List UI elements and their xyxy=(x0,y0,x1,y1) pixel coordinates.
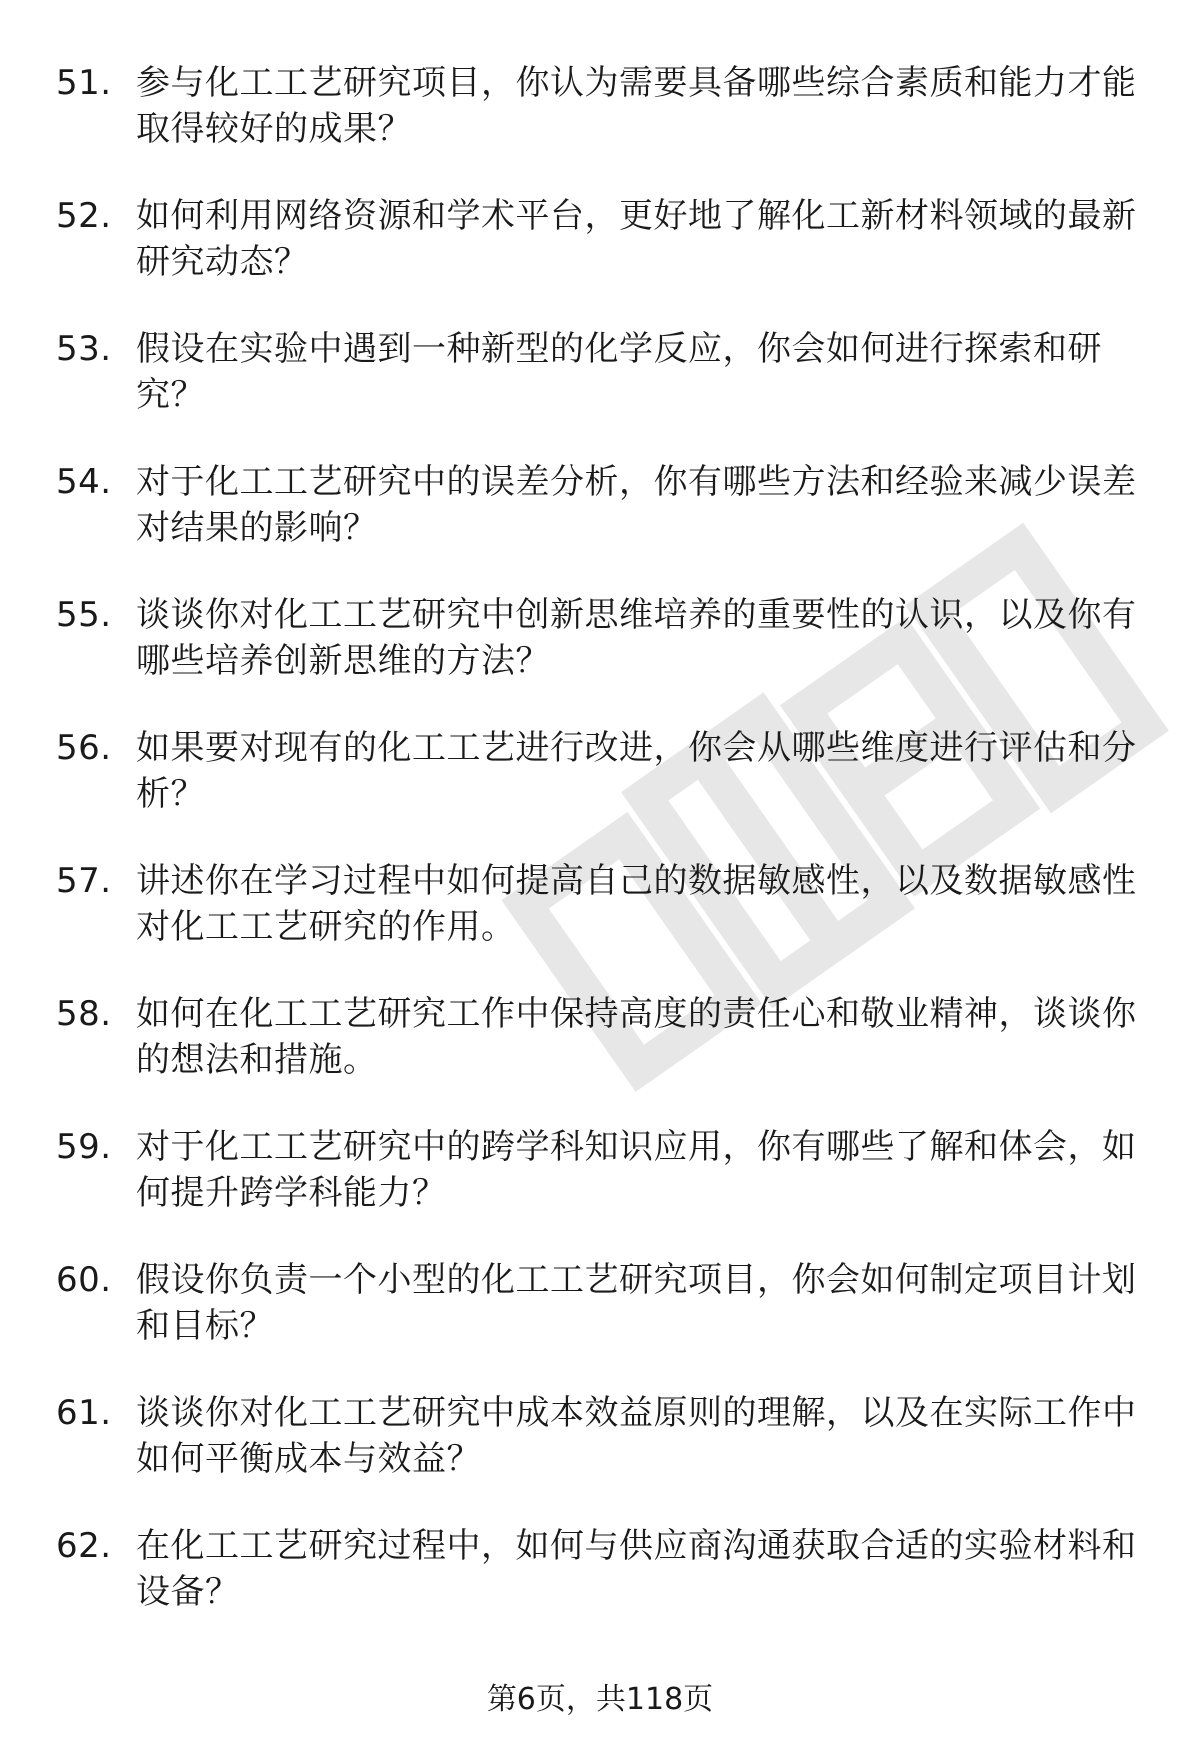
question-text: 谈谈你对化工工艺研究中成本效益原则的理解，以及在实际工作中如何平衡成本与效益？ xyxy=(136,1393,1137,1479)
question-number: 62. xyxy=(56,1526,112,1566)
question-text: 对于化工工艺研究中的误差分析，你有哪些方法和经验来减少误差对结果的影响？ xyxy=(136,462,1137,548)
question-number: 52. xyxy=(56,196,112,236)
question-text: 假设在实验中遇到一种新型的化学反应，你会如何进行探索和研究？ xyxy=(136,329,1102,415)
question-number: 57. xyxy=(56,861,112,901)
question-number: 59. xyxy=(56,1127,112,1167)
question-item xyxy=(56,1124,1146,1257)
question-item xyxy=(56,60,1146,193)
question-item xyxy=(56,459,1146,592)
question-number: 56. xyxy=(56,728,112,768)
question-text: 讲述你在学习过程中如何提高自己的数据敏感性，以及数据敏感性对化工工艺研究的作用。 xyxy=(136,861,1137,947)
page-footer: 第6页，共118页 xyxy=(486,1682,714,1717)
question-number: 60. xyxy=(56,1260,112,1300)
question-item xyxy=(56,1390,1146,1523)
question-text: 谈谈你对化工工艺研究中创新思维培养的重要性的认识，以及你有哪些培养创新思维的方法？ xyxy=(136,595,1137,681)
question-text: 如果要对现有的化工工艺进行改进，你会从哪些维度进行评估和分析？ xyxy=(136,728,1137,814)
question-text: 对于化工工艺研究中的跨学科知识应用，你有哪些了解和体会，如何提升跨学科能力？ xyxy=(136,1127,1137,1213)
question-number: 61. xyxy=(56,1393,112,1433)
question-number: 55. xyxy=(56,595,112,635)
question-item xyxy=(56,858,1146,991)
question-item xyxy=(56,991,1146,1124)
question-number: 51. xyxy=(56,63,112,103)
question-text: 假设你负责一个小型的化工工艺研究项目，你会如何制定项目计划和目标？ xyxy=(136,1260,1137,1346)
question-number: 54. xyxy=(56,462,112,502)
question-text: 在化工工艺研究过程中，如何与供应商沟通获取合适的实验材料和设备？ xyxy=(136,1526,1137,1612)
question-item xyxy=(56,725,1146,858)
question-item xyxy=(56,592,1146,725)
question-text: 参与化工工艺研究项目，你认为需要具备哪些综合素质和能力才能取得较好的成果？ xyxy=(136,63,1137,149)
question-list xyxy=(56,60,1146,1656)
question-text: 如何在化工工艺研究工作中保持高度的责任心和敬业精神，谈谈你的想法和措施。 xyxy=(136,994,1137,1080)
question-item xyxy=(56,326,1146,459)
question-item xyxy=(56,193,1146,326)
question-number: 53. xyxy=(56,329,112,369)
question-text: 如何利用网络资源和学术平台，更好地了解化工新材料领域的最新研究动态？ xyxy=(136,196,1137,282)
question-item xyxy=(56,1523,1146,1656)
question-item xyxy=(56,1257,1146,1390)
question-number: 58. xyxy=(56,994,112,1034)
